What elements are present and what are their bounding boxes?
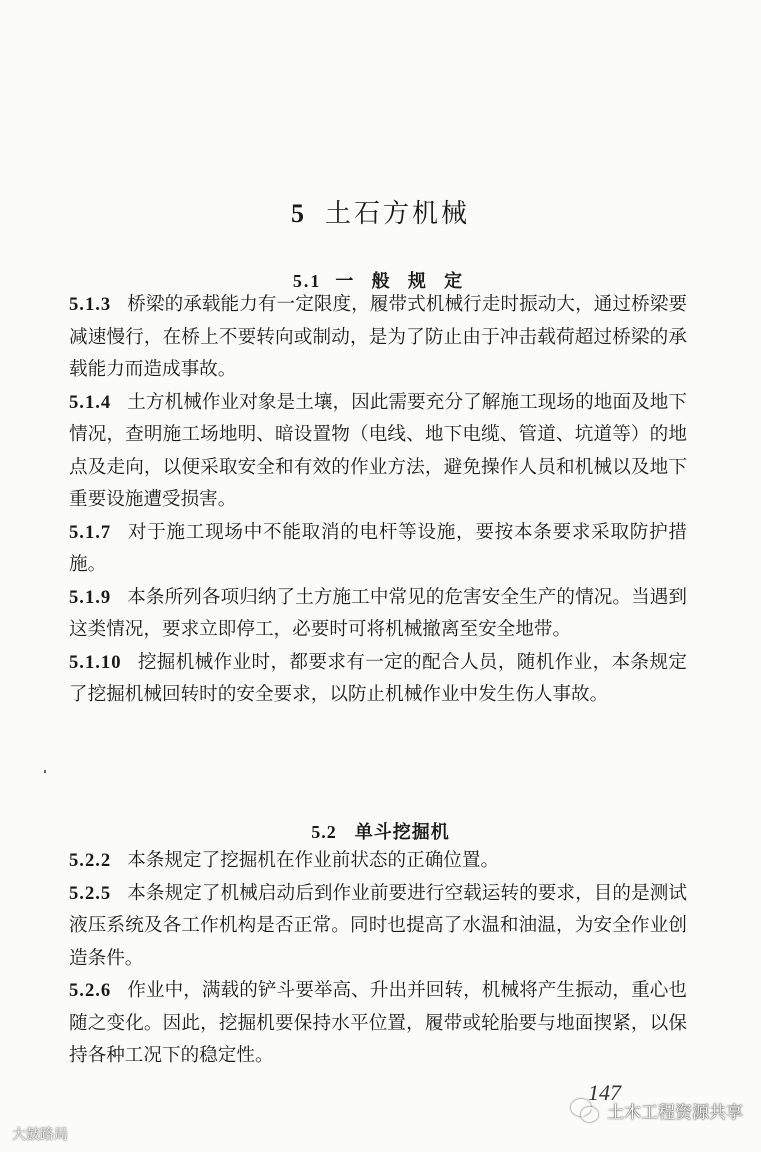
clause-number: 5.1.9 [69,586,112,608]
clause-text: 挖掘机械作业时，都要求有一定的配合人员，随机作业，本条规定了挖掘机械回转时的安全要求，以防止机械作业中发生伤人事故。 [69,651,687,705]
clause-number: 5.1.10 [69,651,122,673]
clauses-5-1 [69,289,687,712]
watermark-right-text: 土木工程资源共享 [607,1103,743,1123]
clauses-5-2 [69,845,687,1073]
wechat-icon [571,1099,599,1123]
chapter-number: 5 [290,199,307,229]
page-number: 147 [588,1080,621,1105]
clause-text: 作业中，满载的铲斗要举高、升出并回转，机械将产生振动，重心也随之变化。因此，挖掘机要保持水平位置，履带或轮胎要与地面揳紧，以保持各种工况下的稳定性。 [69,980,687,1066]
clause-number: 5.2.5 [69,882,112,904]
clause-text: 桥梁的承载能力有一定限度，履带式机械行走时振动大，通过桥梁要减速慢行，在桥上不要转向或制动，是为了防止由于冲击载荷超过桥梁的承载能力而造成事故。 [69,294,687,380]
section-number: 5.2 [311,821,337,842]
chapter-name: 土石方机械 [324,199,470,230]
clause-5-1-4 [69,387,687,517]
clause-text: 本条规定了机械启动后到作业前要进行空载运转的要求，目的是测试液压系统及各工作机构是否正常。同时也提高了水温和油温，为安全作业创造条件。 [69,882,687,969]
clause-5-1-7 [69,517,687,582]
clause-text: 对于施工现场中不能取消的电杆等设施，要按本条要求采取防护措施。 [69,521,687,575]
watermark-left [12,1124,68,1144]
clause-number: 5.1.4 [69,391,112,413]
watermark-left-text: 大鼓路局 [12,1127,68,1143]
clause-number: 5.2.2 [69,850,112,871]
clause-5-1-3 [69,289,687,387]
watermark-right [571,1098,743,1123]
section-name: 单斗挖掘机 [354,821,450,843]
clause-5-2-2 [69,845,687,878]
clause-text: 本条规定了挖掘机在作业前状态的正确位置。 [127,850,500,871]
section-name: 一 般 规 定 [335,270,469,292]
clause-text: 本条所列各项归纳了土方施工中常见的危害安全生产的情况。当遇到这类情况，要求立即停工，必要时可将机械撤离至安全地带。 [69,586,687,640]
clause-5-1-10 [69,647,687,712]
clause-text: 土方机械作业对象是土壤，因此需要充分了解施工现场的地面及地下情况，查明施工场地明、暗设置物（电线、地下电缆、管道、坑道等）的地点及走向，以便采取安全和有效的作业方法，避免操作人员和机械以及地下重要设施遭受损害。 [69,391,687,510]
scan-speck [44,770,46,773]
clause-5-1-9 [69,582,687,647]
section-title-5-2 [0,818,761,844]
clause-number: 5.1.3 [69,294,112,315]
clause-number: 5.1.7 [69,521,112,543]
clause-5-2-5 [69,878,687,976]
clause-5-2-6 [69,975,687,1073]
section-number: 5.1 [292,270,322,291]
clause-number: 5.2.6 [69,980,112,1001]
chapter-title [0,193,761,230]
